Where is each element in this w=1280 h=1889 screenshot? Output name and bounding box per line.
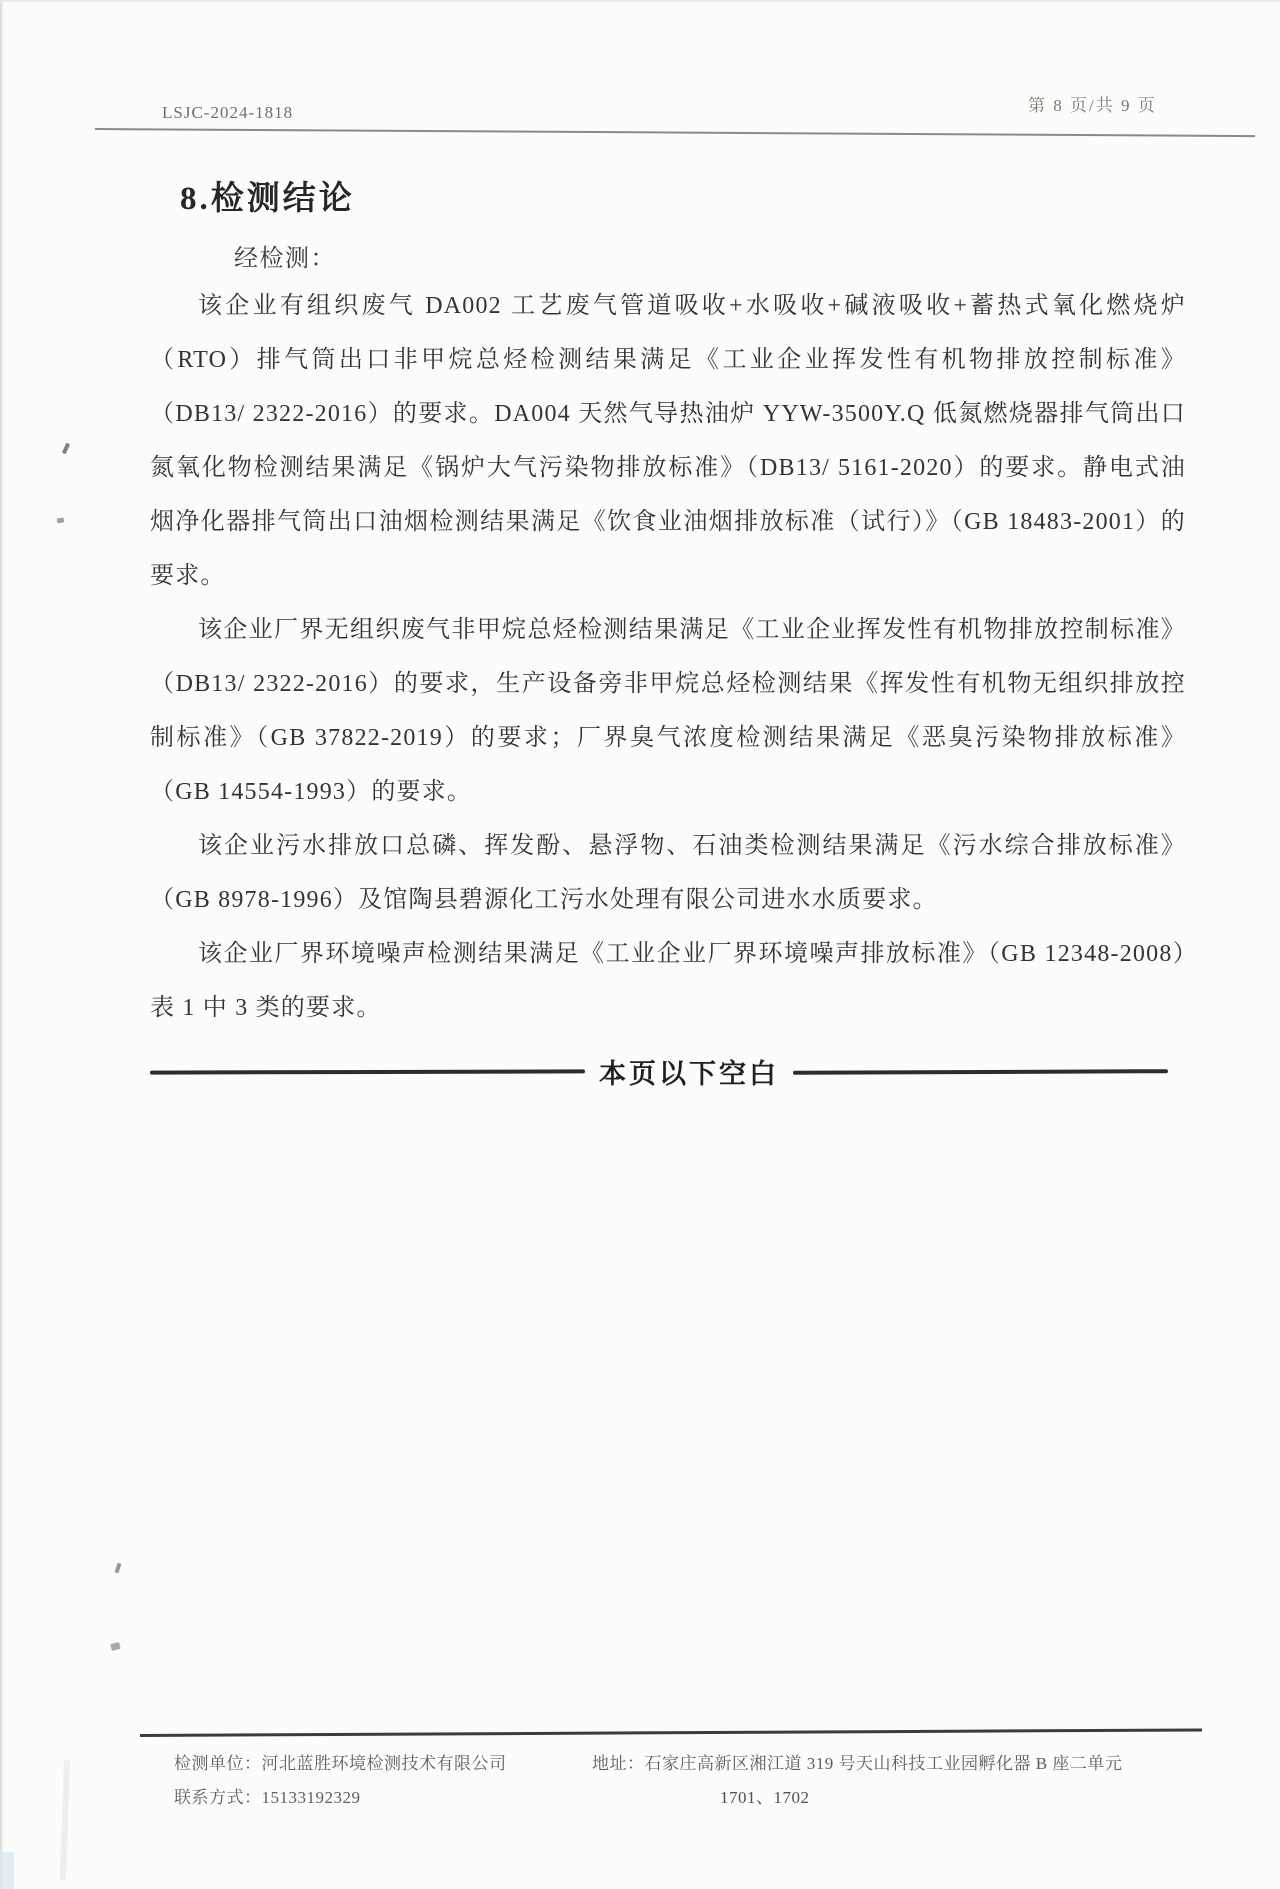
body-paragraph-noise: 该企业厂界环境噪声检测结果满足《工业企业厂界环境噪声排放标准》（GB 12348-2008）表 1 中 3 类的要求。	[150, 941, 1186, 1021]
footer-contact-row	[174, 1781, 594, 1815]
divider-label: 本页以下空白	[599, 1059, 779, 1089]
intro-line: 经检测：	[234, 246, 336, 272]
footer-org-row	[174, 1747, 594, 1781]
header-rule	[95, 128, 1255, 137]
footer-left-column	[174, 1747, 594, 1815]
blank-below-divider	[150, 1052, 1168, 1091]
footer-rule	[140, 1728, 1202, 1737]
footer-right-column	[592, 1747, 1192, 1815]
scan-artifact	[115, 1563, 122, 1574]
footer-address-line1: 石家庄高新区湘江道 319 号天山科技工业园孵化器 B 座二单元	[644, 1754, 1123, 1773]
conclusion-body	[150, 279, 1186, 1035]
body-paragraph-fugitive-waste-gas: 该企业厂界无组织废气非甲烷总烃检测结果满足《工业企业挥发性有机物排放控制标准》（DB13/ 2322-2016）的要求，生产设备旁非甲烷总烃检测结果《挥发性有机物无组织排放控制标准》（GB 37822-2019）的要求；厂界臭气浓度检测结果满足《恶臭污染物排放标准》（GB 14554-1993）的要求。	[150, 617, 1186, 805]
scan-corner-speck	[0, 1852, 14, 1889]
body-paragraph-wastewater: 该企业污水排放口总磷、挥发酚、悬浮物、石油类检测结果满足《污水综合排放标准》（GB 8978-1996）及馆陶县碧源化工污水处理有限公司进水水质要求。	[150, 833, 1186, 913]
divider-line-left	[150, 1069, 585, 1074]
scan-edge-left	[0, 0, 4, 1889]
footer-contact-label: 联系方式：	[174, 1788, 262, 1807]
section-title: 8.检测结论	[180, 181, 355, 217]
scan-artifact	[62, 443, 70, 455]
scan-edge-top	[0, 0, 1280, 3]
footer-address-label: 地址：	[592, 1754, 645, 1773]
footer-org-label: 检测单位：	[174, 1754, 262, 1773]
body-paragraph-organized-waste-gas: 该企业有组织废气 DA002 工艺废气管道吸收+水吸收+碱液吸收+蓄热式氧化燃烧炉（RTO）排气筒出口非甲烷总烃检测结果满足《工业企业挥发性有机物排放控制标准》（DB13/ 2322-2016）的要求。DA004 天然气导热油炉 YYW-3500Y.Q 低氮燃烧器排气筒出口氮氧化物检测结果满足《锅炉大气污染物排放标准》（DB13/ 5161-2020）的要求。静电式油烟净化器排气筒出口油烟检测结果满足《饮食业油烟排放标准（试行）》（GB 18483-2001）的要求。	[150, 293, 1186, 589]
divider-line-right	[793, 1069, 1168, 1075]
page-number-indicator: 第 8 页/共 9 页	[1028, 96, 1157, 115]
footer-org-name: 河北蓝胜环境检测技术有限公司	[261, 1754, 507, 1773]
scan-artifact	[57, 517, 65, 523]
footer-address-line2: 1701、1702	[720, 1788, 810, 1807]
scan-artifact	[110, 1642, 120, 1651]
footer-contact-value: 15133192329	[261, 1788, 361, 1807]
scan-smudge	[60, 1760, 70, 1880]
document-number: LSJC-2024-1818	[162, 103, 294, 122]
footer-address-row	[592, 1747, 1192, 1781]
